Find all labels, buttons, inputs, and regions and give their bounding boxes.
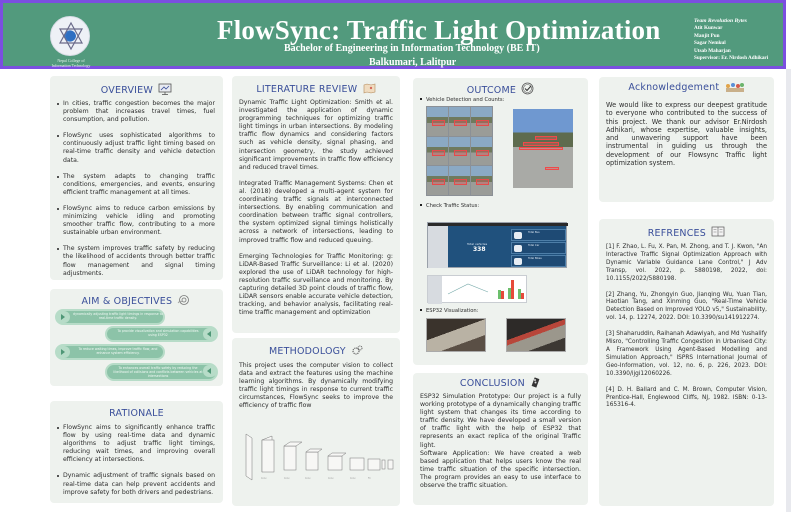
vehicle-detection-grid-image — [426, 106, 493, 196]
acknowledgement-title: Acknowledgement — [628, 82, 720, 93]
arrow-left-icon — [203, 328, 217, 340]
dashboard-card-car — [511, 242, 566, 254]
logo-caption-line: Nepal College of — [57, 58, 85, 63]
objective-text: To reduce waiting times, improve traffic flow, and enhance system efficiency. — [78, 347, 158, 356]
rationale-bullet: Dynamic adjustment of traffic signals based on real-time data can help prevent accidents and improve safety for both drivers and pedestrians. — [56, 472, 215, 496]
people-group-icon — [725, 82, 745, 95]
rationale-heading: RATIONALE — [109, 408, 164, 419]
arrow-right-icon — [56, 346, 70, 358]
literature-paragraph: Dynamic Traffic Light Optimization: Smith et al. investigated the application of dynamic programming techniques for optimizing traffic light timings in urban intersections. By modeling traffic flow dynamics and considering factors such as vehicle density, signal phasing, and intersection geometry, the study achieved significant improvements in traffic flow efficiency and reduced travel times. — [239, 99, 393, 171]
outcome-heading — [413, 82, 588, 95]
objective-item — [105, 326, 218, 342]
overview-title: OVERVIEW — [100, 85, 153, 96]
aims-objectives-panel — [50, 289, 223, 386]
dashboard-sidebar — [428, 226, 448, 268]
traffic-charts-screenshot — [427, 275, 527, 303]
esp32-lights-photo — [506, 318, 566, 352]
objective-item — [55, 309, 165, 325]
team-info — [694, 18, 768, 62]
methodology-heading — [232, 345, 400, 358]
card-label: Total Bus — [528, 231, 540, 234]
reference-item: [2] Zhang, Yu, Zhongyin Guo, Jianqing Wu, Yuan Tian, Haotian Tang, and Xinming Guo, "Real-Time Vehicle Detection Based on Improved YOLO v5," Sustainability, vol. 14, p. 12274, 2022. DOI: 10.3390/su141912274. — [606, 291, 767, 322]
outcome-title: OUTCOME — [466, 85, 517, 96]
checkmark-badge-icon — [521, 82, 534, 98]
svg-text:Conv: Conv — [261, 477, 267, 480]
traffic-light-icon — [530, 377, 541, 391]
esp32-visualization-label: ESP32 Visualization: — [420, 308, 478, 314]
objective-item — [55, 344, 165, 360]
vehicle-detection-street-image — [513, 109, 573, 188]
literature-paragraph: Integrated Traffic Management Systems: Chen et al. (2018) developed a multi-agent system for coordinating traffic signals at interconnected intersections. By enabling communication and coordination between traffic signal controllers, the system optimized signal timings holistically across a network of intersections, leading to improved traffic flow and reduced queuing. — [239, 179, 393, 244]
literature-paragraph: Emerging Technologies for Traffic Monitoring: g: LiDAR-Based Traffic Surveillance: Li et al. (2020) explored the use of LiDAR technology for high-resolution traffic surveillance and monitoring. By capturing detailed 3D point clouds of traffic flow, LiDAR sensors enable accurate vehicle detection, tracking, and behavior analysis, facilitating real-time traffic management and optimization — [239, 252, 393, 317]
overview-bullet: The system improves traffic safety by reducing the likelihood of accidents through better traffic flow management and signal timing adjustments. — [56, 245, 215, 277]
objective-item — [105, 363, 218, 381]
rationale-panel — [50, 401, 223, 503]
gears-icon — [351, 345, 363, 359]
target-hands-icon — [177, 294, 191, 309]
reference-item: [1] F. Zhao, L. Fu, X. Pan, M. Zhong, and T. J. Kwon, "An Interactive Traffic Signal Optimization Approach with Dynamic Variable Guidance Lane Control," J Adv Transp, vol. 2022, p. 5880198, 2022, doi: 10.1155/2022/5880198. — [606, 244, 767, 282]
references-panel — [599, 219, 774, 506]
aims-heading — [50, 294, 223, 307]
poster-header — [0, 0, 786, 69]
conclusion-paragraph: Software Application: We have created a web based application that helps users know the real time traffic situation of the specific intersection. The program provides an easy to use interface to observe the traffic situation. — [420, 449, 581, 490]
literature-heading — [232, 83, 400, 96]
dashboard-card-bikes — [511, 255, 566, 267]
card-label: Total Car — [528, 244, 540, 247]
team-member: Manjit Pun — [694, 32, 720, 39]
total-vehicles-value: 338 — [473, 246, 486, 253]
svg-text:FC: FC — [368, 477, 371, 480]
literature-review-panel — [232, 76, 400, 333]
svg-text:Conv: Conv — [284, 477, 290, 480]
book-icon — [711, 226, 725, 241]
conclusion-title: CONCLUSION — [459, 378, 525, 389]
outcome-panel — [413, 78, 588, 365]
methodology-title: METHODOLOGY — [269, 346, 346, 357]
objective-text: dynamically adjusting traffic light timings in response to real-time traffic density. — [73, 312, 163, 321]
overview-heading — [50, 83, 223, 96]
bike-icon — [514, 258, 522, 265]
bus-icon — [514, 232, 522, 239]
rationale-bullet: FlowSync aims to significantly enhance traffic flow by using real-time data and dynamic algorithms to adjust traffic light timings, reducing wait times, and improving overall efficiency at intersections. — [56, 424, 215, 464]
conclusion-panel — [413, 373, 588, 505]
overview-bullet: FlowSync uses sophisticated algorithms to continuously adjust traffic light timing based on real-time traffic density and vehicle detection data. — [56, 132, 215, 164]
traffic-status-label: Check Traffic Status: — [420, 203, 479, 209]
team-member: Atit Kunwar — [694, 25, 723, 32]
svg-text:Conv: Conv — [328, 477, 334, 480]
arrow-right-icon — [56, 311, 70, 323]
dashboard-card-bus — [511, 229, 566, 241]
college-logo — [50, 16, 90, 56]
aims-title: AIM & OBJECTIVES — [81, 296, 173, 307]
cnn-architecture-diagram — [244, 432, 394, 492]
card-label: Total Bikes — [528, 257, 542, 260]
methodology-text: This project uses the computer vision to collect data and extract the features using the machine learning algorithms. By dynamically modifying traffic light timings in response to current traffic circumstances, FlowSync seeks to improve the efficiency of traffic flow — [239, 362, 393, 410]
vehicle-detection-label: Vehicle Detection and Counts: — [420, 97, 504, 103]
reference-item: [3] Shaharuddin, Raihanah Adawiyah, and Md Yushalify Misro, "Controlling Traffic Congestion in Urbanised City: A Framework Using Agent-Based Modelling and Simulation Approach," ISPRS International Journal of Geo-Information, vol. 12, no. 6, p. 226, 2023. DOI: 10.3390/ijgi12060226. — [606, 331, 767, 377]
arrow-left-icon — [203, 365, 217, 377]
objective-text: To provide visualization and simulation capabilities using ESP32 — [117, 329, 199, 338]
star-emblem-icon — [51, 17, 91, 57]
objective-text: To enhances overall traffic safety by reducing the likelihood of collisions and conflicts between vehicles at intersections — [113, 366, 203, 379]
literature-title: LITERATURE REVIEW — [256, 84, 358, 95]
overview-panel — [50, 76, 223, 280]
reference-item: [4] D. H. Ballard and C. M. Brown, Computer Vision, Prentice-Hall, Englewood Cliffs, NJ, 1982. ISBN: 0-13-165316-4. — [606, 386, 767, 409]
poster-subtitle: Bachelor of Engineering in Information Technology (BE IT) — [284, 43, 540, 54]
references-heading — [599, 226, 774, 239]
conclusion-heading — [413, 377, 588, 390]
total-vehicles-label: Total vehicles — [467, 242, 488, 246]
presentation-board-icon — [158, 83, 172, 98]
poster-location: Balkumari, Lalitpur — [369, 57, 457, 68]
svg-text:Conv: Conv — [350, 477, 356, 480]
acknowledgement-heading — [599, 82, 774, 95]
logo-caption — [31, 58, 111, 68]
traffic-dashboard-screenshot — [427, 222, 567, 268]
overview-bullet: FlowSync aims to reduce carbon emissions by minimizing vehicle idling and promoting smoother traffic flow, contributing to a more sustainable urban environment. — [56, 205, 215, 237]
acknowledgement-panel — [599, 77, 774, 202]
vertical-scrollbar[interactable] — [786, 69, 791, 512]
svg-text:Conv: Conv — [305, 477, 311, 480]
team-member: Sagar Nemkul — [694, 40, 726, 47]
car-icon — [514, 245, 522, 252]
acknowledgement-text: We would like to express our deepest gratitude to everyone who contributed to the success of this project. We thank our advisor Er.Nirdosh Adhikari, whose expertise, valuable insights, and unwavering support have been instrumental in guiding us through the development of our Flowsync Traffic light optimization system. — [606, 101, 767, 168]
supervisor: Supervisor: Er. Nirdosh Adhikari — [694, 55, 769, 62]
team-name: Team Revolution Bytes — [694, 18, 747, 24]
references-title: REFRENCES — [647, 228, 706, 239]
poster-title: FlowSync: Traffic Light Optimization — [217, 15, 661, 45]
esp32-breadboard-photo — [426, 318, 486, 352]
overview-bullet: In cities, traffic congestion becomes the major problem that increases travel times, fuel consumption, and pollution. — [56, 100, 215, 124]
conclusion-paragraph: ESP32 Simulation Prototype: Our project is a fully working prototype of a dynamically changing traffic light system that changes its time according to traffic density. We have developed a small version of traffic light with the help of ESP32 that represents an exact replica of the original Traffic light. — [420, 393, 581, 449]
map-icon — [363, 83, 376, 97]
methodology-panel — [232, 338, 400, 506]
logo-caption-line: Information Technology — [51, 63, 91, 68]
team-member: Utsab Maharjan — [694, 47, 731, 54]
overview-bullet: The system adapts to changing traffic conditions, emergencies, and events, ensuring efficient traffic management at all times. — [56, 173, 215, 197]
